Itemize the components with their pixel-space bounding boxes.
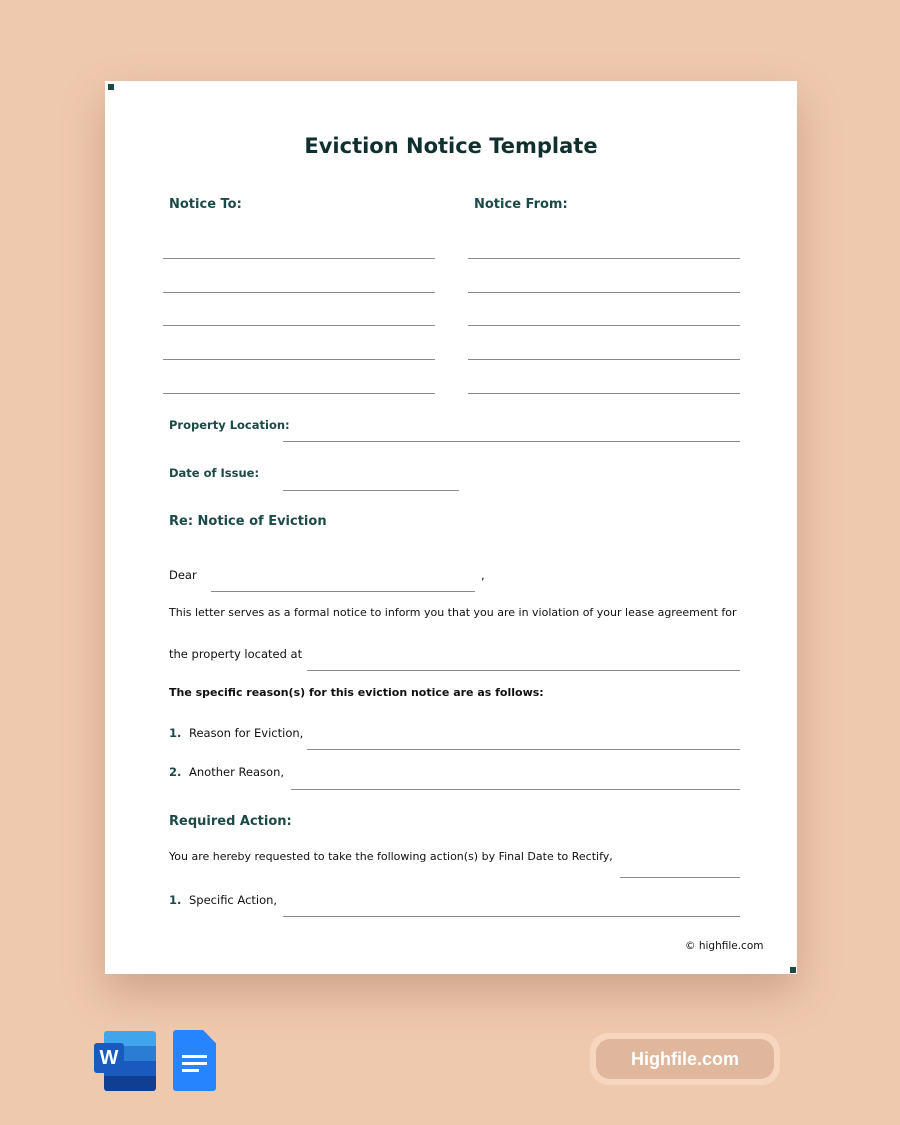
google-docs-icon [173,1030,216,1091]
notice-from-line[interactable] [468,359,740,360]
action-label: Specific Action, [189,893,278,907]
reason-field[interactable] [307,749,740,750]
highfile-button-label: Highfile.com [596,1039,774,1079]
letter-text: This letter serves as a formal notice to inform you that you are in violation of your lease agreement for [169,606,737,619]
notice-from-line[interactable] [468,325,740,326]
notice-to-line[interactable] [163,393,435,394]
recipient-name-field[interactable] [211,591,475,592]
notice-to-line[interactable] [163,325,435,326]
notice-from-label: Notice From: [474,197,568,212]
re-heading: Re: Notice of Eviction [169,514,327,529]
property-location-field[interactable] [283,441,740,442]
corner-marker [108,84,114,90]
reason-label: Another Reason, [189,765,285,779]
notice-from-line[interactable] [468,393,740,394]
date-of-issue-label: Date of Issue: [169,466,260,480]
letter-text-property: the property located at [169,647,303,661]
action-field[interactable] [283,916,740,917]
reason-field[interactable] [291,789,740,790]
document-title: Eviction Notice Template [304,134,598,158]
notice-from-line[interactable] [468,292,740,293]
word-letter: W [94,1043,124,1073]
property-address-field[interactable] [307,670,740,671]
reason-number: 2. [169,765,182,779]
action-number: 1. [169,893,182,907]
final-date-field[interactable] [620,877,740,878]
corner-marker [790,967,796,973]
request-text: You are hereby requested to take the following action(s) by Final Date to Rectify, [169,850,613,863]
notice-to-line[interactable] [163,292,435,293]
highfile-button[interactable] [590,1033,780,1085]
notice-to-label: Notice To: [169,197,242,212]
notice-from-line[interactable] [468,258,740,259]
required-action-heading: Required Action: [169,814,292,829]
word-icon [94,1031,158,1091]
copyright: © highfile.com [685,940,764,952]
property-location-label: Property Location: [169,418,290,432]
reason-number: 1. [169,726,182,740]
notice-to-line[interactable] [163,258,435,259]
reasons-heading: The specific reason(s) for this eviction notice are as follows: [169,686,544,699]
date-of-issue-field[interactable] [283,490,459,491]
comma: , [481,568,485,582]
document-page [105,81,797,974]
notice-to-line[interactable] [163,359,435,360]
reason-label: Reason for Eviction, [189,726,304,740]
dear-label: Dear [169,568,197,582]
